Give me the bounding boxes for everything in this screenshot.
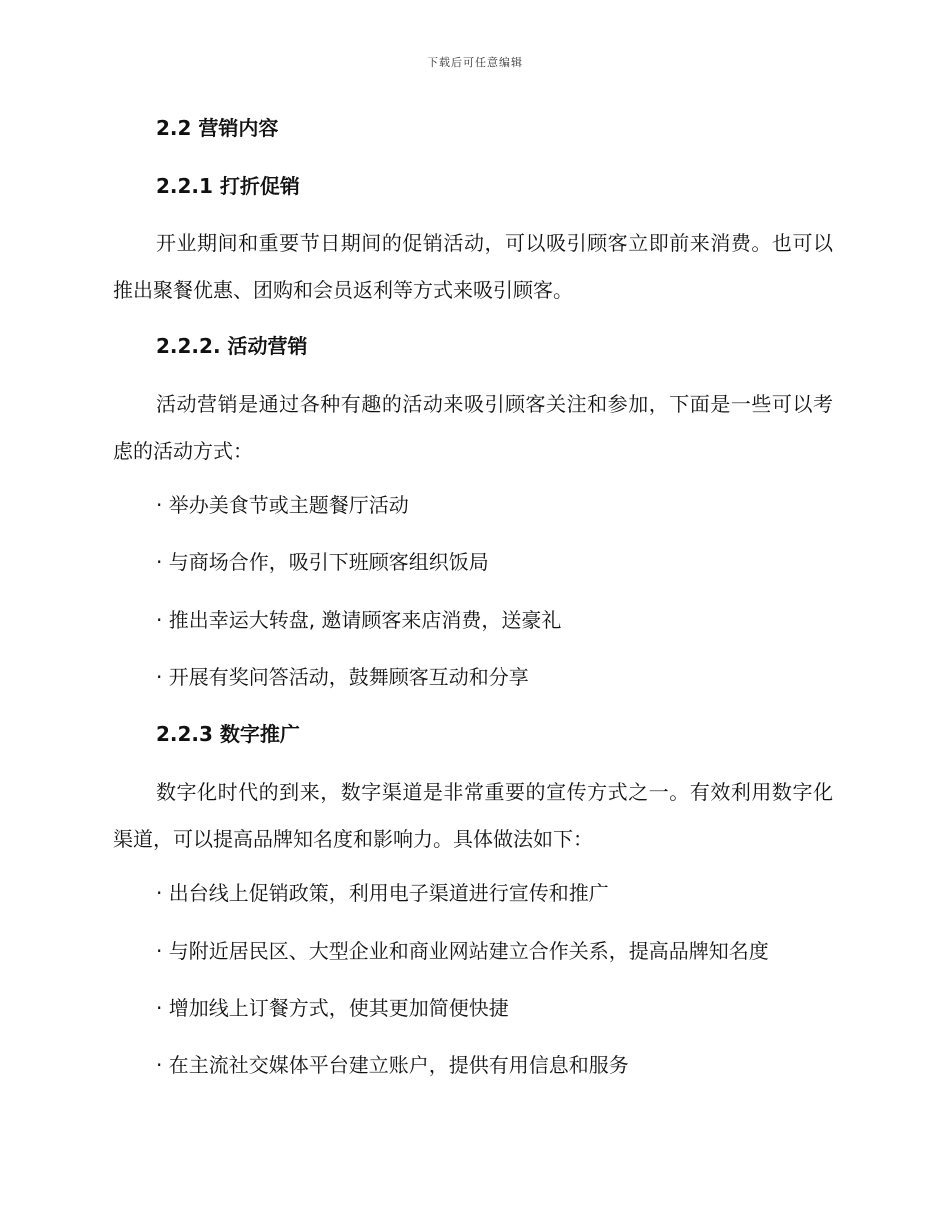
list-item-online-ordering: · 增加线上订餐方式，使其更加简便快捷 xyxy=(156,996,509,1020)
list-item-lucky-wheel: · 推出幸运大转盘, 邀请顾客来店消费，送豪礼 xyxy=(156,608,562,632)
list-item-food-festival: · 举办美食节或主题餐厅活动 xyxy=(156,493,409,517)
heading-2-2-2: 2.2.2. 活动营销 xyxy=(156,334,308,358)
list-item-mall-cooperation: · 与商场合作，吸引下班顾客组织饭局 xyxy=(156,550,489,574)
list-item-online-promotion: · 出台线上促销政策，利用电子渠道进行宣传和推广 xyxy=(156,881,609,905)
list-item-partnerships: · 与附近居民区、大型企业和商业网站建立合作关系，提高品牌知名度 xyxy=(156,939,769,963)
heading-2-2: 2.2 营销内容 xyxy=(156,116,279,140)
header-note: 下载后可任意编辑 xyxy=(427,56,523,69)
heading-2-2-1: 2.2.1 打折促销 xyxy=(156,174,300,198)
paragraph-event-marketing: 活动营销是通过各种有趣的活动来吸引顾客关注和参加，下面是一些可以考虑的活动方式： xyxy=(113,392,833,463)
heading-2-2-3: 2.2.3 数字推广 xyxy=(156,722,300,746)
paragraph-digital-promotion: 数字化时代的到来，数字渠道是非常重要的宣传方式之一。有效利用数字化渠道，可以提高品牌知名度和影响力。具体做法如下： xyxy=(113,780,833,851)
paragraph-discount-promotion: 开业期间和重要节日期间的促销活动，可以吸引顾客立即前来消费。也可以推出聚餐优惠、团购和会员返利等方式来吸引顾客。 xyxy=(113,231,833,302)
list-item-social-media: · 在主流社交媒体平台建立账户，提供有用信息和服务 xyxy=(156,1053,629,1077)
list-item-quiz-event: · 开展有奖问答活动，鼓舞顾客互动和分享 xyxy=(156,665,529,689)
